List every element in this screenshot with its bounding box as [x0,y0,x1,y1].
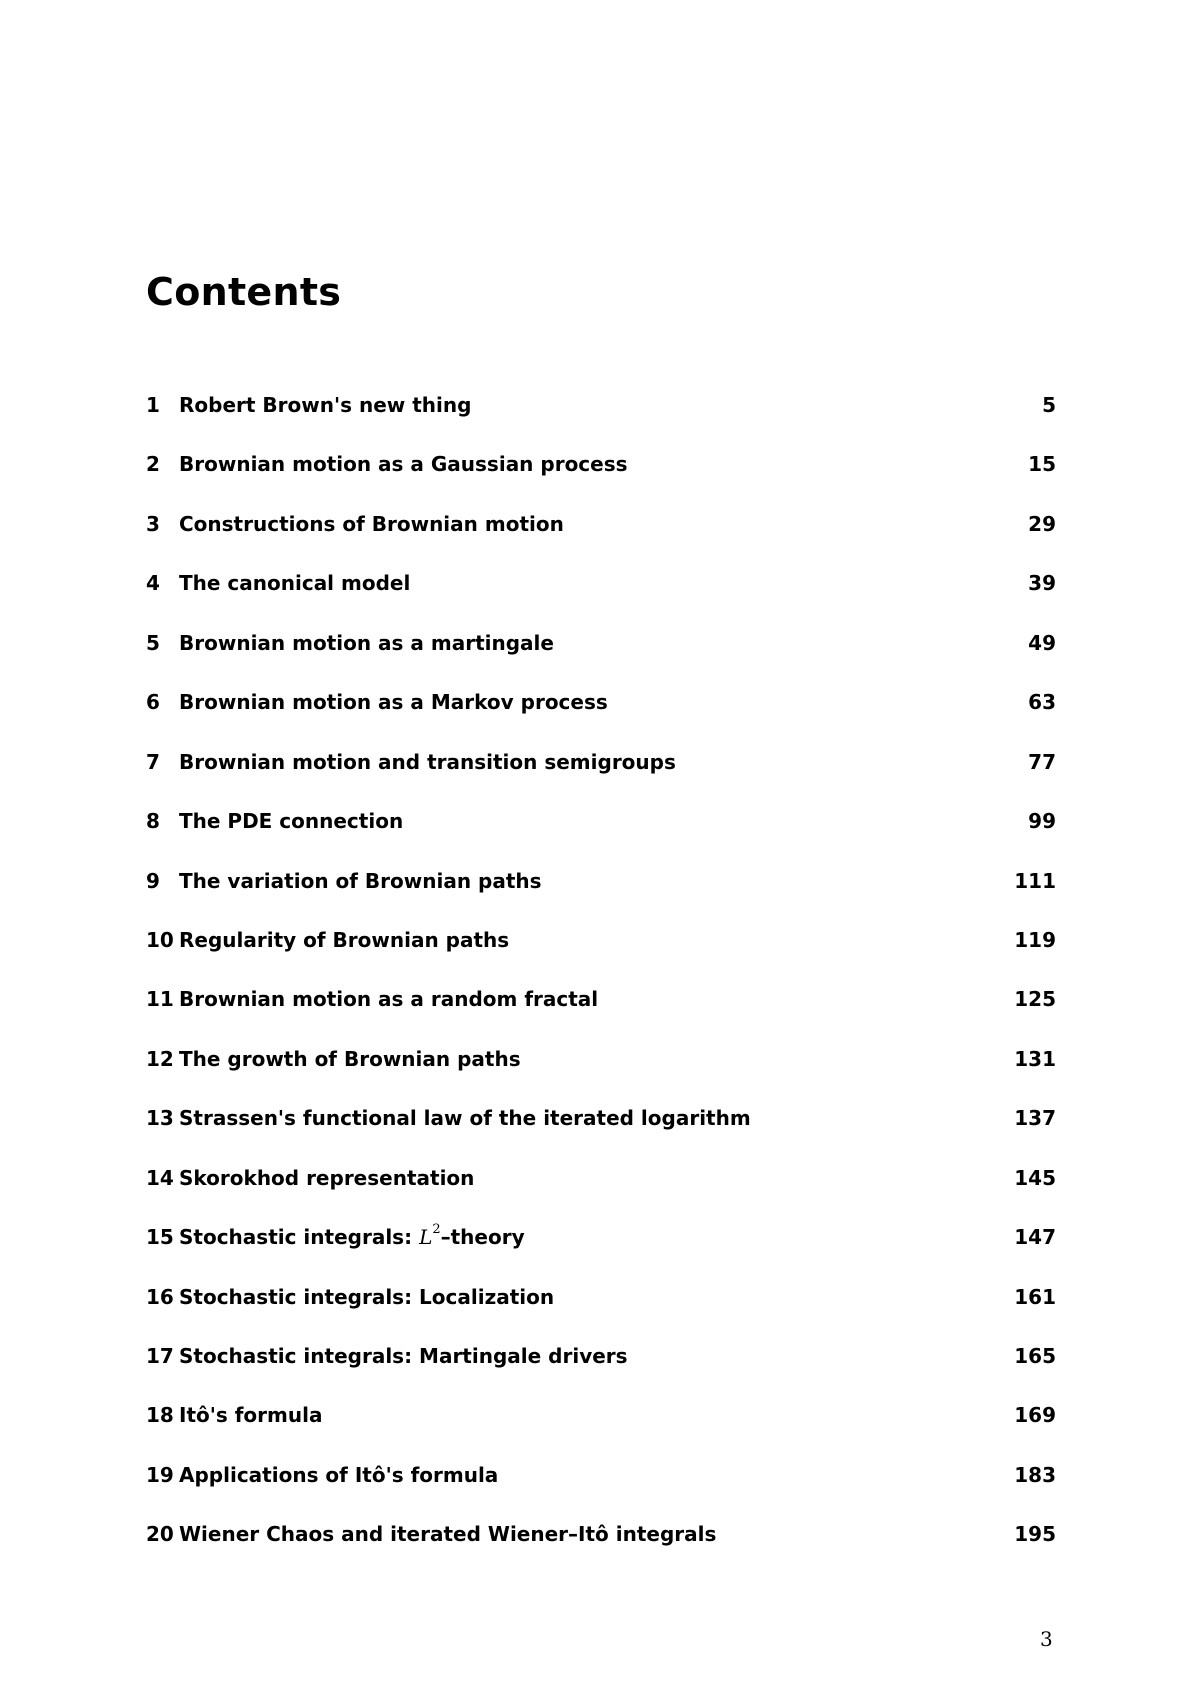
toc-entry-title-prefix: Stochastic integrals: [179,1225,420,1250]
toc-entry-number: 20 [146,1522,174,1547]
toc-entry-title-suffix: –theory [440,1225,525,1250]
toc-entry[interactable] [146,928,1056,987]
toc-entry-title: Strassen's functional law of the iterated logarithm [179,1106,751,1131]
toc-entry-number: 13 [146,1106,174,1131]
toc-entry[interactable] [146,869,1056,928]
toc-entry-title: Brownian motion as a Gaussian process [179,452,628,477]
toc-entry-number: 9 [146,868,160,893]
toc-entry-page: 147 [1014,1225,1056,1250]
table-of-contents [146,393,1056,1582]
toc-entry-number: 7 [146,749,160,774]
toc-entry-number: 16 [146,1284,174,1309]
toc-entry-page: 195 [1014,1522,1056,1547]
toc-entry[interactable] [146,1344,1056,1403]
page-title: Contents [146,270,342,314]
toc-entry-title: Stochastic integrals: Martingale drivers [179,1344,628,1368]
math-symbol-letter: L [419,1225,433,1250]
toc-entry-number: 6 [146,690,160,715]
toc-entry-page: 5 [1042,393,1056,417]
toc-entry-number: 4 [146,571,160,596]
toc-entry-title: The PDE connection [179,809,404,834]
toc-entry-number: 8 [146,809,160,834]
toc-entry-number: 17 [146,1344,174,1368]
toc-entry-page: 119 [1014,927,1056,952]
toc-entry[interactable] [146,1403,1056,1462]
toc-entry[interactable] [146,512,1056,571]
toc-entry[interactable] [146,452,1056,511]
toc-entry-title: Brownian motion as a random fractal [179,987,599,1012]
toc-entry[interactable] [146,1285,1056,1344]
toc-entry-page: 165 [1014,1344,1056,1368]
toc-entry-number: 5 [146,630,160,655]
toc-entry-number: 12 [146,1046,174,1071]
toc-entry[interactable] [146,690,1056,749]
toc-entry-title: Brownian motion as a martingale [179,630,554,655]
toc-entry[interactable] [146,1522,1056,1581]
toc-entry-title: Constructions of Brownian motion [179,511,564,536]
toc-entry-page: 169 [1014,1403,1056,1428]
toc-entry-page: 39 [1028,571,1056,596]
toc-entry-page: 49 [1028,630,1056,655]
toc-entry[interactable] [146,1047,1056,1106]
toc-entry[interactable] [146,571,1056,630]
toc-entry[interactable] [146,750,1056,809]
toc-entry-title: Robert Brown's new thing [179,393,472,417]
toc-entry-number: 10 [146,927,174,952]
toc-entry-page: 15 [1028,452,1056,477]
toc-entry-page: 145 [1014,1165,1056,1190]
toc-entry-title: Applications of Itô's formula [179,1462,499,1487]
toc-entry-page: 111 [1014,868,1056,893]
toc-entry-title [179,1222,525,1250]
toc-entry-title: Wiener Chaos and iterated Wiener–Itô integrals [179,1522,717,1547]
toc-entry-title: Skorokhod representation [179,1165,475,1190]
toc-entry-number: 15 [146,1225,174,1250]
toc-entry[interactable] [146,1166,1056,1225]
toc-entry-number: 14 [146,1165,174,1190]
toc-entry-page: 125 [1014,987,1056,1012]
toc-entry-number: 2 [146,452,160,477]
toc-entry-number: 19 [146,1462,174,1487]
toc-entry-page: 137 [1014,1106,1056,1131]
toc-entry-title: The canonical model [179,571,411,596]
page-number: 3 [1040,1627,1053,1651]
toc-entry[interactable] [146,987,1056,1046]
toc-entry[interactable] [146,1222,1056,1284]
toc-entry-page: 29 [1028,511,1056,536]
toc-entry-number: 1 [146,393,160,417]
toc-entry-title: The growth of Brownian paths [179,1046,521,1071]
toc-entry[interactable] [146,1463,1056,1522]
toc-entry-title: Brownian motion as a Markov process [179,690,608,715]
toc-entry-title: Regularity of Brownian paths [179,927,510,952]
toc-entry[interactable] [146,809,1056,868]
toc-entry[interactable] [146,1106,1056,1165]
toc-entry[interactable] [146,631,1056,690]
math-symbol-exponent: 2 [432,1222,441,1238]
toc-entry-page: 77 [1028,749,1056,774]
math-symbol [419,1222,441,1250]
toc-entry-title: Stochastic integrals: Localization [179,1284,555,1309]
toc-entry-number: 3 [146,511,160,536]
toc-entry-title: Brownian motion and transition semigroups [179,749,676,774]
toc-entry-number: 11 [146,987,174,1012]
toc-entry-page: 161 [1014,1284,1056,1309]
toc-entry-page: 99 [1028,809,1056,834]
toc-entry-page: 63 [1028,690,1056,715]
toc-entry-title: The variation of Brownian paths [179,868,542,893]
toc-entry-title: Itô's formula [179,1403,323,1428]
toc-entry-page: 183 [1014,1462,1056,1487]
toc-entry[interactable] [146,393,1056,452]
toc-entry-number: 18 [146,1403,174,1428]
toc-entry-page: 131 [1014,1046,1056,1071]
